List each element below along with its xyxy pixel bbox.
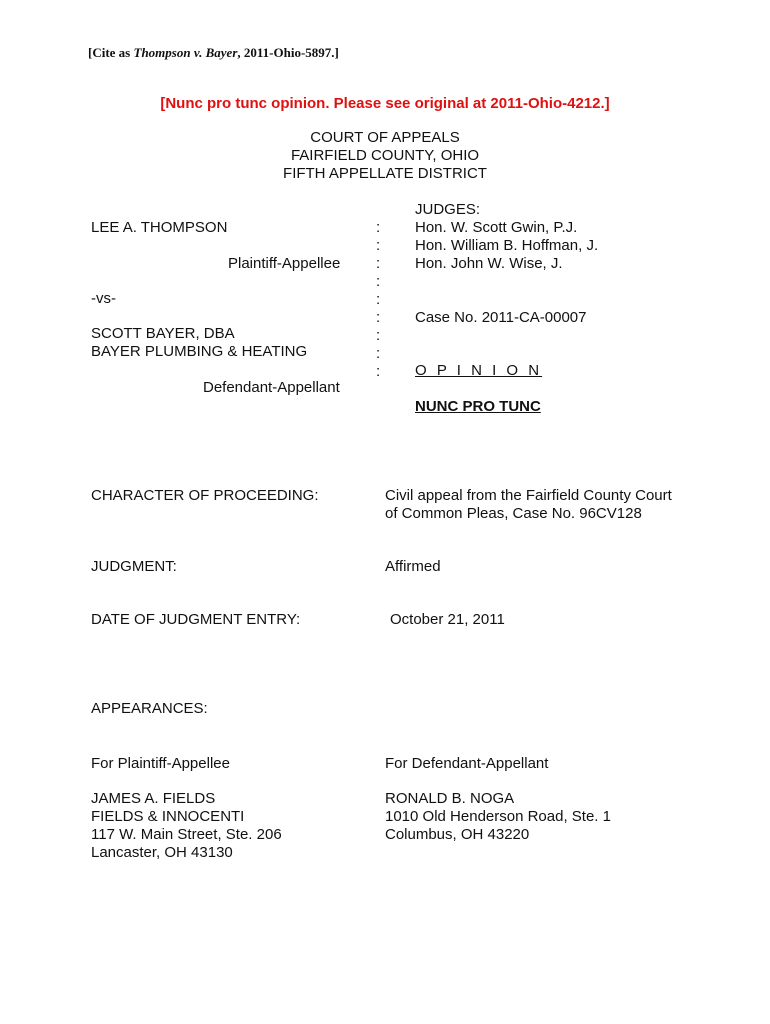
citation-line bbox=[88, 44, 339, 62]
case-number: Case No. 2011-CA-00007 bbox=[415, 309, 587, 326]
nunc-pro-tunc-label: NUNC PRO TUNC bbox=[415, 398, 541, 415]
caption-colon: : bbox=[376, 327, 381, 344]
plaintiff-name: LEE A. THOMPSON bbox=[91, 219, 228, 236]
defendant-counsel-line: RONALD B. NOGA bbox=[385, 790, 515, 807]
plaintiff-role: Plaintiff-Appellee bbox=[228, 255, 341, 272]
caption-colon: : bbox=[376, 255, 381, 272]
court-name: COURT OF APPEALS bbox=[310, 129, 460, 146]
character-of-proceeding-value: of Common Pleas, Case No. 96CV128 bbox=[385, 505, 642, 522]
caption-colon: : bbox=[376, 363, 381, 380]
character-of-proceeding-label: CHARACTER OF PROCEEDING: bbox=[91, 487, 319, 504]
date-of-judgment-value: October 21, 2011 bbox=[390, 611, 505, 628]
defendant-role: Defendant-Appellant bbox=[203, 379, 340, 396]
opinion-heading: O P I N I O N bbox=[415, 362, 543, 379]
caption-colon: : bbox=[376, 219, 381, 236]
cite-suffix: , 2011-Ohio-5897.] bbox=[237, 45, 339, 60]
plaintiff-counsel-line: Lancaster, OH 43130 bbox=[91, 844, 233, 861]
plaintiff-counsel-line: FIELDS & INNOCENTI bbox=[91, 808, 245, 825]
plaintiff-counsel-heading: For Plaintiff-Appellee bbox=[91, 755, 230, 772]
judge-name: Hon. William B. Hoffman, J. bbox=[415, 237, 599, 254]
court-county: FAIRFIELD COUNTY, OHIO bbox=[290, 147, 480, 164]
character-of-proceeding-value: Civil appeal from the Fairfield County Court bbox=[385, 487, 672, 504]
judgment-value: Affirmed bbox=[385, 558, 441, 575]
plaintiff-counsel-line: JAMES A. FIELDS bbox=[91, 790, 216, 807]
cite-case-name: Thompson v. Bayer bbox=[133, 45, 238, 60]
caption-colon: : bbox=[376, 309, 381, 326]
caption-colon: : bbox=[376, 273, 381, 290]
cite-prefix: [Cite as bbox=[88, 45, 134, 60]
plaintiff-counsel-line: 117 W. Main Street, Ste. 206 bbox=[91, 826, 282, 843]
defendant-name-line-2: BAYER PLUMBING & HEATING bbox=[91, 343, 308, 360]
defendant-name-line-1: SCOTT BAYER, DBA bbox=[91, 325, 235, 342]
defendant-counsel-heading: For Defendant-Appellant bbox=[385, 755, 549, 772]
judge-name: Hon. W. Scott Gwin, P.J. bbox=[415, 219, 578, 236]
defendant-counsel-line: 1010 Old Henderson Road, Ste. 1 bbox=[385, 808, 611, 825]
caption-colon: : bbox=[376, 237, 381, 254]
nunc-pro-tunc-notice: [Nunc pro tunc opinion. Please see original at 2011-Ohio-4212.] bbox=[160, 95, 610, 112]
caption-colon: : bbox=[376, 345, 381, 362]
date-of-judgment-label: DATE OF JUDGMENT ENTRY: bbox=[91, 611, 301, 628]
caption-colon: : bbox=[376, 291, 381, 308]
appearances-heading: APPEARANCES: bbox=[91, 700, 208, 717]
versus-text: -vs- bbox=[91, 290, 116, 307]
judgment-label: JUDGMENT: bbox=[91, 558, 177, 575]
defendant-counsel-line: Columbus, OH 43220 bbox=[385, 826, 530, 843]
court-district: FIFTH APPELLATE DISTRICT bbox=[283, 165, 487, 182]
judge-name: Hon. John W. Wise, J. bbox=[415, 255, 563, 272]
judges-heading: JUDGES: bbox=[415, 201, 481, 218]
